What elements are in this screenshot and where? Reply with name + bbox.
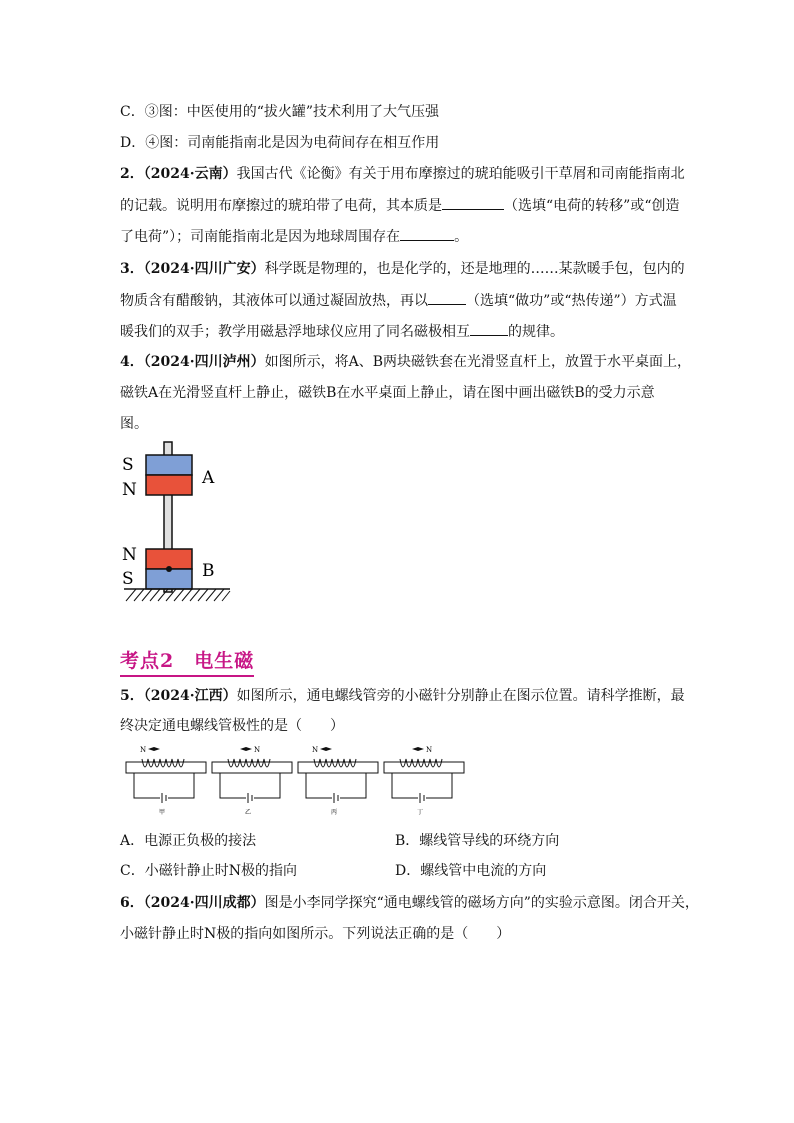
question-5-line-1 xyxy=(120,686,685,706)
answer-blank[interactable] xyxy=(428,290,466,305)
answer-blank[interactable] xyxy=(400,226,454,241)
question-3-text-2: 物质含有醋酸钠，其液体可以通过凝固放热，再以 xyxy=(120,293,428,309)
question-5-line-2: 终决定通电螺线管极性的是（ ） xyxy=(120,718,344,734)
table-hatch xyxy=(126,589,230,601)
label-yi: 乙 xyxy=(245,809,252,816)
q5-option-d[interactable]: D．螺线管中电流的方向 xyxy=(395,863,547,879)
solenoid-jia xyxy=(126,746,206,816)
label-ding: 丁 xyxy=(417,809,424,816)
option-d: D．④图：司南能指南北是因为电荷间存在相互作用 xyxy=(120,135,440,151)
option-c: C．③图：中医使用的“拔火罐”技术利用了大气压强 xyxy=(120,104,440,120)
solenoid-ding xyxy=(384,746,464,816)
answer-blank[interactable] xyxy=(470,321,508,336)
label-jia: 甲 xyxy=(159,809,166,816)
solenoid-yi xyxy=(212,746,292,816)
label-s-bottom: S xyxy=(122,569,134,589)
magnet-a-s xyxy=(146,455,192,475)
solenoid-figure xyxy=(124,744,474,824)
question-5-number: 5．（2024·江西） xyxy=(120,688,237,704)
question-3-text-3b: 的规律。 xyxy=(508,324,564,340)
svg-text:N: N xyxy=(140,746,147,754)
label-bing: 丙 xyxy=(331,809,338,816)
svg-text:N: N xyxy=(254,746,261,754)
question-6-text: 图是小李同学探究“通电螺线管的磁场方向”的实验示意图。闭合开关， xyxy=(264,895,699,911)
section-title: 考点2 电生磁 xyxy=(120,646,254,677)
q5-option-b[interactable]: B．螺线管导线的环绕方向 xyxy=(395,833,560,849)
solenoid-bing xyxy=(298,746,378,816)
question-6-line-1 xyxy=(120,893,699,913)
q5-option-a[interactable]: A．电源正负极的接法 xyxy=(120,833,257,849)
label-n-top: N xyxy=(122,480,137,500)
center-dot xyxy=(166,566,172,572)
q5-option-c[interactable]: C．小磁针静止时N极的指向 xyxy=(120,863,297,879)
question-3-line-2 xyxy=(120,290,677,311)
question-2-text-2a: 的记载。说明用布摩擦过的琥珀带了电荷，其本质是 xyxy=(120,198,442,214)
question-4-text: 如图所示，将A、B两块磁铁套在光滑竖直杆上，放置于水平桌面上， xyxy=(264,354,691,370)
magnet-rod-figure xyxy=(116,438,246,608)
label-a: A xyxy=(202,468,215,488)
svg-text:N: N xyxy=(426,746,433,754)
question-2-text-3b: 。 xyxy=(454,229,469,245)
question-4-line-1 xyxy=(120,352,691,372)
question-5-text: 如图所示，通电螺线管旁的小磁针分别静止在图示位置。请科学推断，最 xyxy=(236,688,685,704)
question-4-line-2: 磁铁A在光滑竖直杆上静止，磁铁B在水平桌面上静止，请在图中画出磁铁B的受力示意 xyxy=(120,385,655,401)
question-3-text: 科学既是物理的，也是化学的，还是地理的……某款暖手包，包内的 xyxy=(264,261,685,277)
question-2-text-2b: （选填“电荷的转移”或“创造 xyxy=(504,198,680,214)
question-4-line-3: 图。 xyxy=(120,416,148,432)
question-2-text-3a: 了电荷”）；司南能指南北是因为地球周围存在 xyxy=(120,229,401,245)
question-2-line-1 xyxy=(120,164,685,184)
question-2-number: 2．（2024·云南） xyxy=(120,166,237,182)
question-4-number: 4．（2024·四川泸州） xyxy=(120,354,265,370)
question-3-line-1 xyxy=(120,259,685,279)
question-6-number: 6．（2024·四川成都） xyxy=(120,895,265,911)
magnet-a-n xyxy=(146,475,192,495)
svg-text:N: N xyxy=(312,746,319,754)
question-2-line-3 xyxy=(120,226,468,247)
label-b: B xyxy=(202,561,215,581)
answer-blank[interactable] xyxy=(442,195,504,210)
question-2-line-2 xyxy=(120,195,679,216)
question-3-text-3a: 暖我们的双手；教学用磁悬浮地球仪应用了同名磁极相互 xyxy=(120,324,470,340)
label-s-top: S xyxy=(122,455,134,475)
question-3-number: 3．（2024·四川广安） xyxy=(120,261,265,277)
question-3-line-3 xyxy=(120,321,564,342)
question-3-text-2b: （选填“做功”或“热传递”）方式温 xyxy=(466,293,677,309)
question-6-line-2: 小磁针静止时N极的指向如图所示。下列说法正确的是（ ） xyxy=(120,926,511,942)
label-n-bottom: N xyxy=(122,545,137,565)
question-2-text: 我国古代《论衡》有关于用布摩擦过的琥珀能吸引干草屑和司南能指南北 xyxy=(236,166,685,182)
